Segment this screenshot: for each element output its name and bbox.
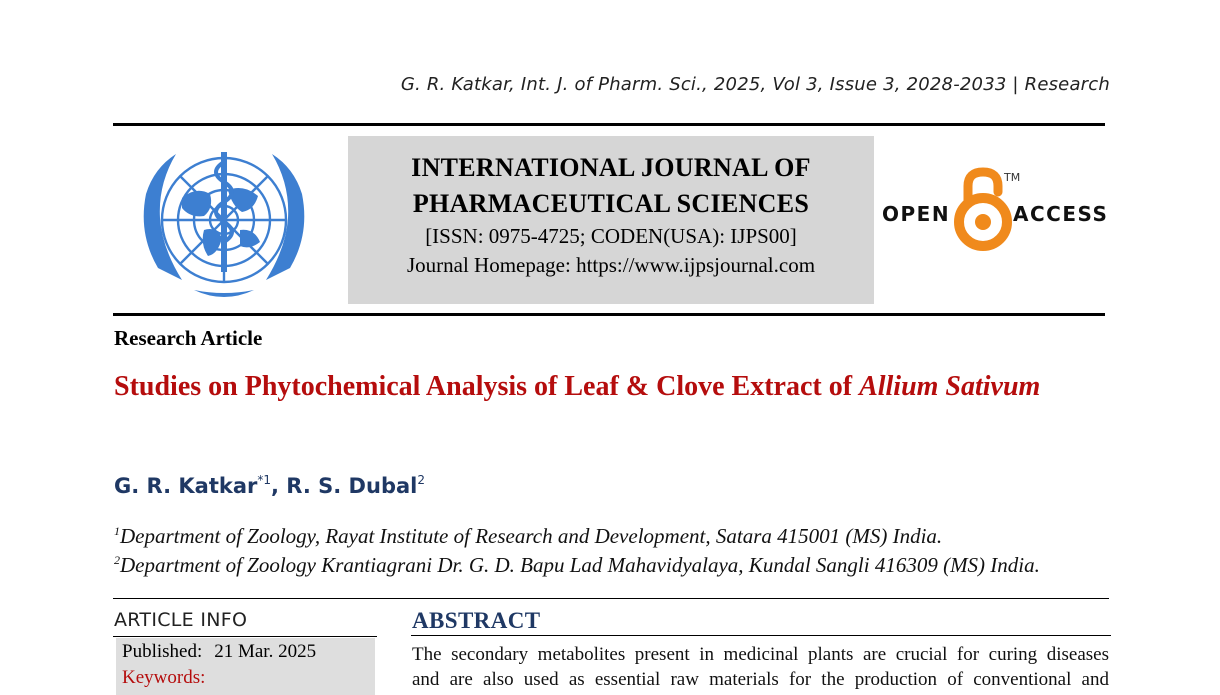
abstract-line: and are also used as essential raw materials for the production of conventional and [412, 669, 1109, 690]
abstract-heading: ABSTRACT [412, 608, 541, 633]
author-separator: , [271, 474, 287, 498]
abstract-body [412, 642, 1109, 692]
abstract-rule [411, 635, 1111, 636]
affiliation-number: 1 [114, 524, 120, 538]
published-date [122, 641, 316, 663]
journal-emblem-icon [124, 138, 324, 306]
masthead-top-rule [113, 123, 1105, 126]
author-name: R. S. Dubal [286, 474, 418, 498]
article-title-species: Allium Sativum [859, 371, 1041, 402]
section-divider [113, 598, 1109, 599]
running-head: G. R. Katkar, Int. J. of Pharm. Sci., 2025, Vol 3, Issue 3, 2028-2033 | Research [400, 74, 1110, 95]
keywords-label: Keywords: [122, 667, 206, 688]
affiliation-text: Department of Zoology, Rayat Institute of Research and Development, Satara 415001 (MS) India. [120, 524, 943, 548]
journal-homepage[interactable]: Journal Homepage: https://www.ijpsjournal.com [406, 253, 816, 277]
author-affiliation-marker: 2 [417, 473, 425, 487]
published-value: 21 Mar. 2025 [214, 641, 317, 662]
journal-masthead [348, 136, 874, 304]
affiliation-1 [114, 524, 942, 549]
article-type: Research Article [114, 326, 263, 350]
author-list [114, 473, 425, 498]
affiliation-text: Department of Zoology Krantiagrani Dr. G. D. Bapu Lad Mahavidyalaya, Kundal Sangli 416309 (MS) India. [120, 553, 1040, 577]
author-name: G. R. Katkar [114, 474, 258, 498]
masthead-bottom-rule [113, 313, 1105, 316]
abstract-line: The secondary metabolites present in medicinal plants are crucial for curing diseases [412, 644, 1109, 665]
journal-issn: [ISSN: 0975-4725; CODEN(USA): IJPS00] [425, 224, 797, 248]
article-title [114, 366, 1104, 408]
author-affiliation-marker: *1 [257, 473, 271, 487]
article-info-rule [113, 636, 377, 637]
open-access-logo [880, 166, 1108, 252]
journal-name-line-1: INTERNATIONAL JOURNAL OF [411, 153, 811, 182]
open-access-trademark: TM [1004, 171, 1021, 184]
article-title-text: Studies on Phytochemical Analysis of Leaf & Clove Extract of [114, 371, 860, 402]
article-info-heading: ARTICLE INFO [114, 609, 248, 631]
open-access-access-text: ACCESS [1013, 202, 1109, 226]
affiliation-number: 2 [114, 553, 120, 567]
published-label: Published: [122, 641, 203, 662]
journal-name-line-2: PHARMACEUTICAL SCIENCES [412, 189, 810, 218]
affiliation-2 [114, 553, 1040, 578]
open-access-open-text: OPEN [882, 202, 951, 226]
